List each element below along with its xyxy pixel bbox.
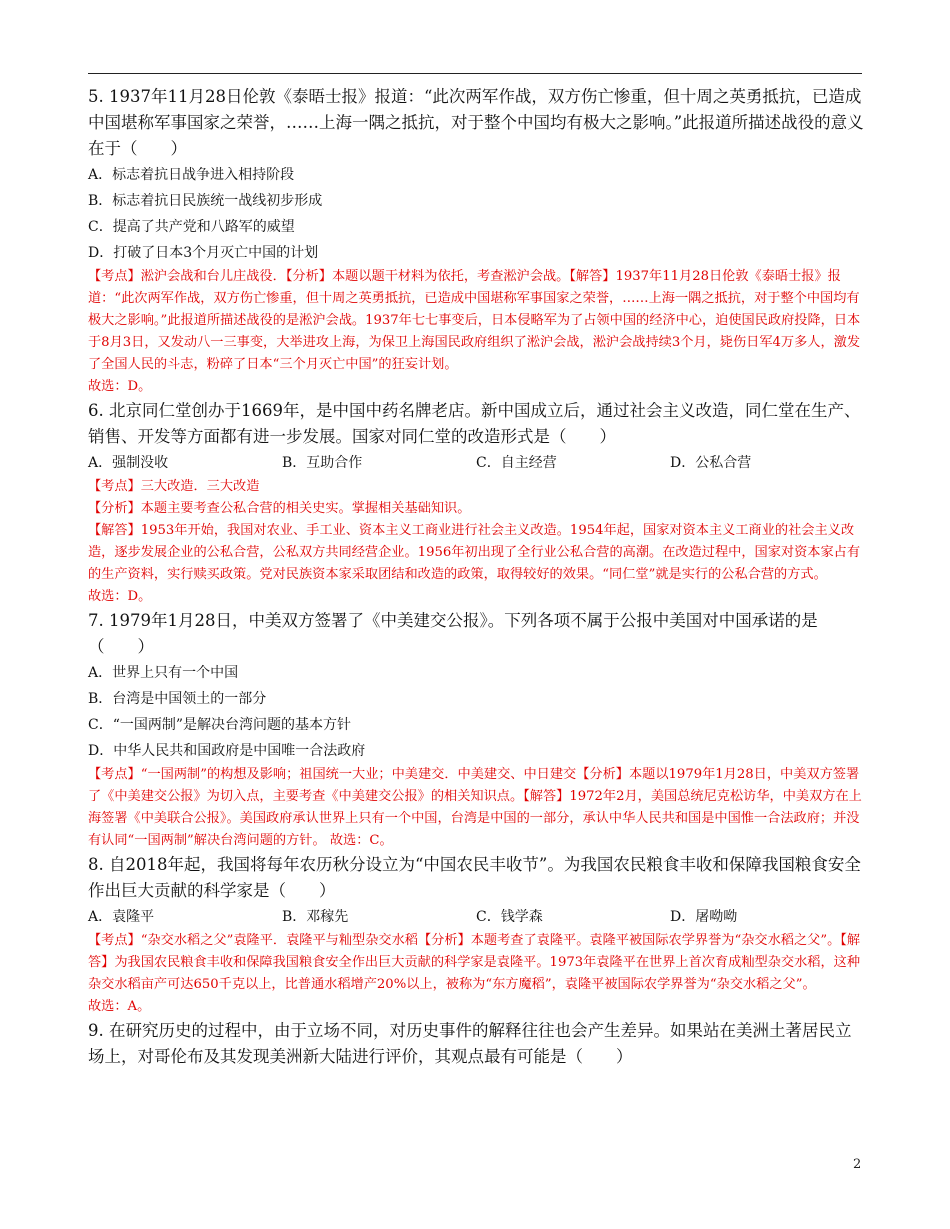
question-6 bbox=[88, 398, 864, 608]
page-number: 2 bbox=[853, 1157, 862, 1172]
question-9 bbox=[88, 1018, 864, 1070]
option-c: C．“一国两制”是解决台湾问题的基本方针 bbox=[88, 717, 352, 733]
option-a: A．标志着抗日战争进入相持阶段 bbox=[88, 167, 295, 183]
answer-analysis: 【考点】淞沪会战和台儿庄战役．【分析】本题以题干材料为依托，考查淞沪会战。【解答】1937年11月28日伦敦《泰晤士报》报道：“此次两军作战，双方伤亡惨重，但十周之英勇抵抗，已造成中国堪称军事国家之荣誉，……上海一隅之抵抗，对于整个中国均有极大之影响。”此报道所描述战役的是淞沪会战。1937年七七事变后，日本侵略军为了占领中国的经济中心，迫使国民政府投降，日本于8月3日，又发动八一三事变，大举进攻上海，为保卫上海国民政府组织了淞沪会战，淞沪会战持续3个月，毙伤日军4万多人，激发了全国人民的斗志，粉碎了日本“三个月灭亡中国”的狂妄计划。 bbox=[88, 269, 861, 372]
header-rule bbox=[88, 73, 862, 74]
question-stem: 6. 北京同仁堂创办于1669年，是中国中药名牌老店。新中国成立后，通过社会主义改造，同仁堂在生产、销售、开发等方面都有进一步发展。国家对同仁堂的改造形式是（ ） bbox=[88, 401, 861, 446]
option-b: B．邓稼先 bbox=[282, 909, 349, 925]
option-a: A．袁隆平 bbox=[88, 909, 155, 925]
answer-choice: 故选：D。 bbox=[88, 379, 152, 394]
answer-analysis: 【考点】“一国两制”的构想及影响；祖国统一大业；中美建交．中美建交、中日建交【分析】本题以1979年1月28日，中美双方签署了《中美建交公报》为切入点，主要考查《中美建交公报》的相关知识点。【解答】1972年2月，美国总统尼克松访华，中美双方在上海签署《中美联合公报》。美国政府承认世界上只有一个中国，台湾是中国的一部分，承认中华人民共和国是中国惟一合法政府；并没有认同“一国两制”解决台湾问题的方针。 故选：C。 bbox=[88, 767, 862, 848]
answer-analysis: 【考点】“杂交水稻之父”袁隆平．袁隆平与籼型杂交水稻【分析】本题考查了袁隆平。袁隆平被国际农学界誉为“杂交水稻之父”。【解答】为我国农民粮食丰收和保障我国粮食安全作出巨大贡献的科学家是袁隆平。1973年袁隆平在世界上首次育成籼型杂交水稻，这种杂交水稻亩产可达650千克以上，比普通水稻增产20%以上，被称为“东方魔稻”，袁隆平被国际农学界誉为“杂交水稻之父”。 bbox=[88, 933, 861, 992]
option-d: D．公私合营 bbox=[670, 455, 752, 471]
question-7 bbox=[88, 608, 864, 852]
option-a: A．强制没收 bbox=[88, 455, 169, 471]
question-stem: 9. 在研究历史的过程中，由于立场不同，对历史事件的解释往往也会产生差异。如果站在美洲土著居民立场上，对哥伦布及其发现美洲新大陆进行评价，其观点最有可能是（ ） bbox=[88, 1021, 852, 1066]
options-row bbox=[88, 450, 864, 476]
option-c: C．提高了共产党和八路军的威望 bbox=[88, 219, 295, 235]
page-content bbox=[88, 84, 864, 1070]
question-stem: 7. 1979年1月28日，中美双方签署了《中美建交公报》。下列各项不属于公报中美国对中国承诺的是（ ） bbox=[88, 611, 818, 656]
option-b: B．台湾是中国领土的一部分 bbox=[88, 691, 267, 707]
option-b: B．标志着抗日民族统一战线初步形成 bbox=[88, 193, 323, 209]
option-d: D．屠呦呦 bbox=[670, 909, 738, 925]
answer-solution: 【解答】1953年开始，我国对农业、手工业、资本主义工商业进行社会主义改造。1954年起，国家对资本主义工商业的社会主义改造，逐步发展企业的公私合营，公私双方共同经营企业。1956年初出现了全行业公私合营的高潮。在改造过程中，国家对资本家占有的生产资料，实行赎买政策。党对民族资本家采取团结和改造的政策，取得较好的效果。“同仁堂”就是实行的公私合营的方式。 bbox=[88, 523, 861, 582]
answer-choice: 故选：A。 bbox=[88, 999, 151, 1014]
option-d: D．打破了日本3个月灭亡中国的计划 bbox=[88, 245, 319, 261]
option-c: C．钱学森 bbox=[476, 909, 543, 925]
question-5 bbox=[88, 84, 864, 398]
options-row bbox=[88, 904, 864, 930]
option-d: D．中华人民共和国政府是中国唯一合法政府 bbox=[88, 743, 366, 759]
answer-choice: 故选：D。 bbox=[88, 589, 152, 604]
answer-point: 【考点】三大改造．三大改造 bbox=[88, 479, 260, 494]
option-c: C．自主经营 bbox=[476, 455, 557, 471]
question-8 bbox=[88, 852, 864, 1018]
question-stem: 5. 1937年11月28日伦敦《泰晤士报》报道：“此次两军作战，双方伤亡惨重，但十周之英勇抵抗，已造成中国堪称军事国家之荣誉，……上海一隅之抵抗，对于整个中国均有极大之影响。”此报道所描述战役的意义在于（ ） bbox=[88, 87, 864, 158]
answer-analysis: 【分析】本题主要考查公私合营的相关史实。掌握相关基础知识。 bbox=[88, 501, 471, 516]
option-b: B．互助合作 bbox=[282, 455, 363, 471]
option-a: A．世界上只有一个中国 bbox=[88, 665, 239, 681]
question-stem: 8. 自2018年起，我国将每年农历秋分设立为“中国农民丰收节”。为我国农民粮食丰收和保障我国粮食安全作出巨大贡献的科学家是（ ） bbox=[88, 855, 861, 900]
